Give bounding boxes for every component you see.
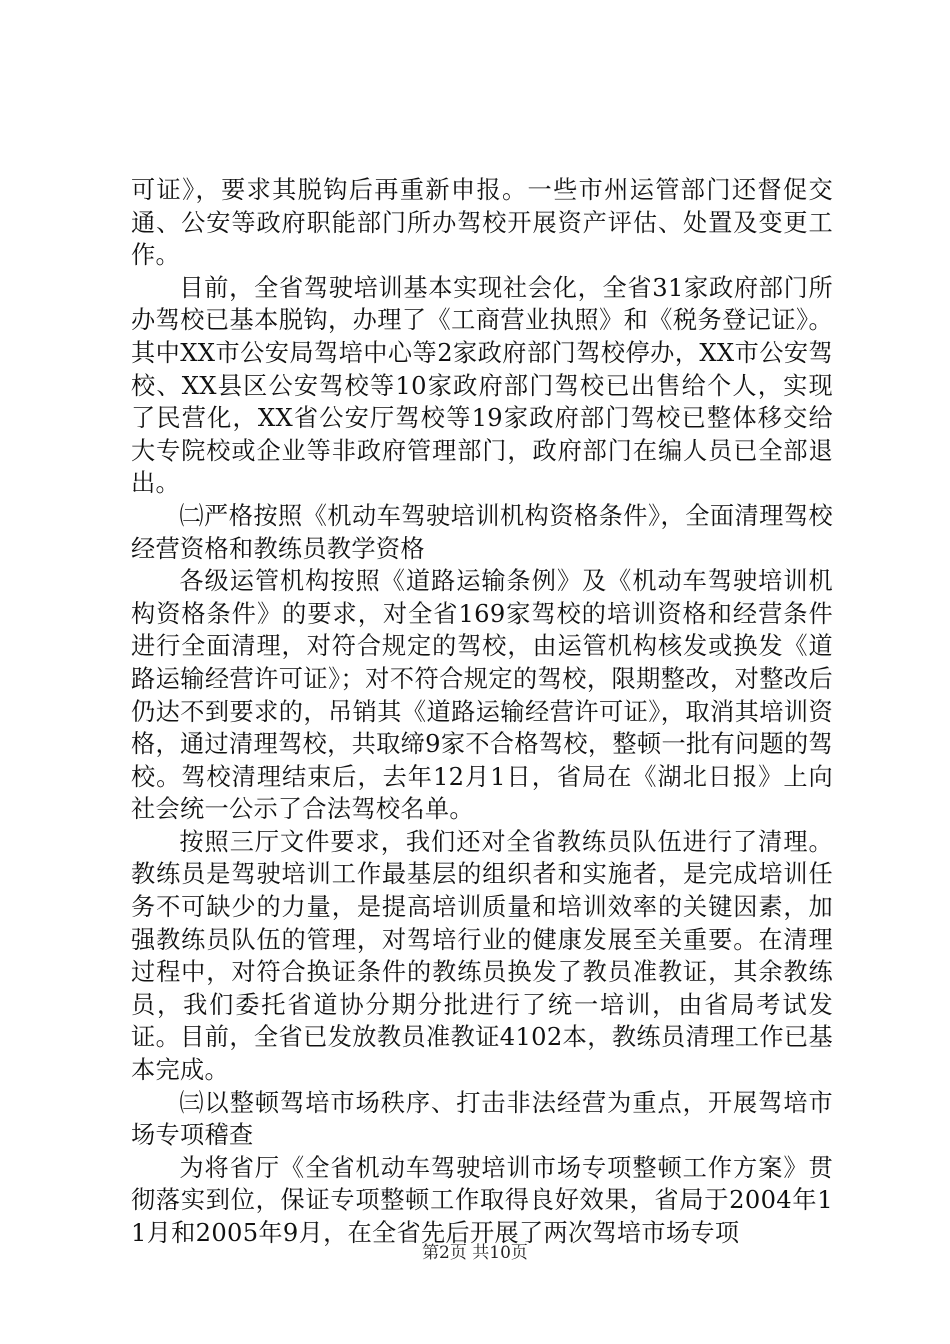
document-body	[131, 174, 833, 1250]
paragraph-current-status: 目前，全省驾驶培训基本实现社会化，全省31家政府部门所办驾校已基本脱钩，办理了《工商营业执照》和《税务登记证》。其中XX市公安局驾培中心等2家政府部门驾校停办，XX市公安驾校、XX县区公安驾校等10家政府部门驾校已出售给个人，实现了民营化，XX省公安厅驾校等19家政府部门驾校已整体移交给大专院校或企业等非政府管理部门，政府部门在编人员已全部退出。	[131, 273, 833, 498]
section-heading-3: ㈢以整顿驾培市场秩序、打击非法经营为重点，开展驾培市场专项稽查	[131, 1088, 833, 1150]
paragraph-market-inspection: 为将省厅《全省机动车驾驶培训市场专项整顿工作方案》贯彻落实到位，保证专项整顿工作取得良好效果，省局于2004年11月和2005年9月，在全省先后开展了两次驾培市场专项	[131, 1153, 833, 1247]
paragraph-instructor-clearance: 按照三厅文件要求，我们还对全省教练员队伍进行了清理。教练员是驾驶培训工作最基层的组织者和实施者，是完成培训任务不可缺少的力量，是提高培训质量和培训效率的关键因素，加强教练员队伍的管理，对驾培行业的健康发展至关重要。在清理过程中，对符合换证条件的教练员换发了教员准教证，其余教练员，我们委托省道协分期分批进行了统一培训，由省局考试发证。目前，全省已发放教员准教证4102本，教练员清理工作已基本完成。	[131, 827, 833, 1085]
paragraph-continuation: 可证》，要求其脱钩后再重新申报。一些市州运管部门还督促交通、公安等政府职能部门所办驾校开展资产评估、处置及变更工作。	[131, 176, 833, 270]
section-heading-2: ㈡严格按照《机动车驾驶培训机构资格条件》，全面清理驾校经营资格和教练员教学资格	[131, 501, 833, 563]
paragraph-school-clearance: 各级运管机构按照《道路运输条例》及《机动车驾驶培训机构资格条件》的要求，对全省169家驾校的培训资格和经营条件进行全面清理，对符合规定的驾校，由运管机构核发或换发《道路运输经营许可证》；对不符合规定的驾校，限期整改，对整改后仍达不到要求的，吊销其《道路运输经营许可证》，取消其培训资格，通过清理驾校，共取缔9家不合格驾校，整顿一批有问题的驾校。驾校清理结束后，去年12月1日，省局在《湖北日报》上向社会统一公示了合法驾校名单。	[131, 567, 833, 824]
page-footer: 第2页 共10页	[422, 1243, 528, 1263]
